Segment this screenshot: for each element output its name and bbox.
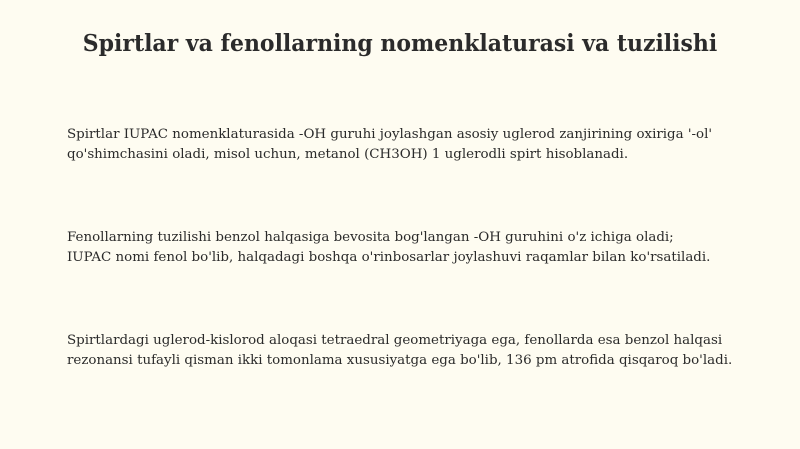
paragraph-line: IUPAC nomi fenol bo'lib, halqadagi boshqa o'rinbosarlar joylashuvi raqamlar bilan ko'rsatiladi. — [67, 250, 711, 265]
paragraph-line: rezonansi tufayli qisman ikki tomonlama xususiyatga ega bo'lib, 136 pm atrofida qisqaroq bo'ladi. — [67, 353, 733, 368]
paragraph-line: qo'shimchasini oladi, misol uchun, metanol (CH3OH) 1 uglerodli spirt hisoblanadi. — [67, 147, 629, 162]
paragraph-line: Spirtlar IUPAC nomenklaturasida -OH guruhi joylashgan asosiy uglerod zanjirining oxiriga '-ol' — [67, 127, 713, 142]
paragraph-spirtlar-nomenklatura — [67, 125, 787, 165]
paragraph-line: Spirtlardagi uglerod-kislorod aloqasi tetraedral geometriyaga ega, fenollarda esa benzol halqasi — [67, 333, 723, 348]
paragraph-aloqa-geometriyasi — [67, 331, 787, 371]
slide-title: Spirtlar va fenollarning nomenklaturasi va tuzilishi — [82, 30, 718, 57]
paragraph-line: Fenollarning tuzilishi benzol halqasiga bevosita bog'langan -OH guruhini o'z ichiga oladi; — [67, 230, 674, 245]
paragraph-fenollar-tuzilishi — [67, 228, 787, 268]
